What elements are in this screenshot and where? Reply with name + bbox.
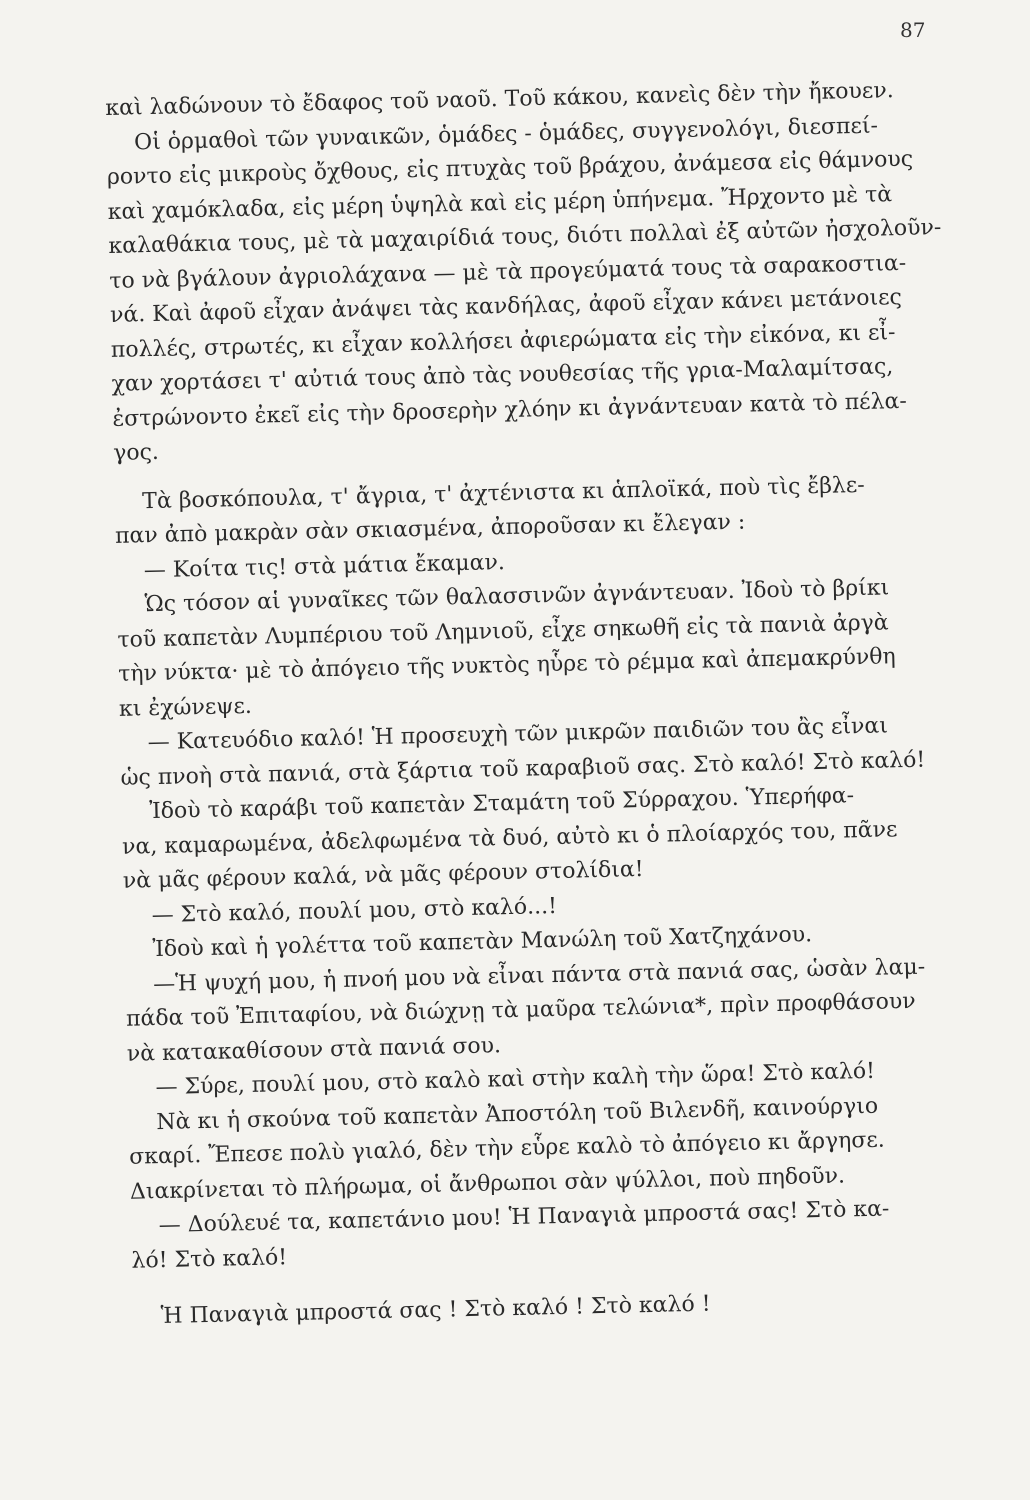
text-line: — Κατευόδιο καλό! Ἡ προσευχὴ τῶν μικρῶν παιδιῶν του ἂς εἶναι bbox=[119, 713, 889, 756]
page-number: 87 bbox=[900, 18, 926, 42]
text-line: νὰ μᾶς φέρουν καλά, νὰ μᾶς φέρουν στολίδια! bbox=[122, 856, 644, 894]
text-line: Τὰ βοσκόπουλα, τ' ἄγρια, τ' ἀχτένιστα κι ἁπλοϊκά, ποὺ τὶς ἔβλε- bbox=[114, 472, 865, 515]
text-line: —Ἡ ψυχή μου, ἡ πνοή μου νὰ εἶναι πάντα στὰ πανιά σας, ὡσὰν λαμ- bbox=[124, 954, 926, 998]
text-line: — Κοίτα τις! στὰ μάτια ἔκαμαν. bbox=[115, 549, 506, 584]
text-line: νὰ κατακαθίσουν στὰ πανιά σου. bbox=[126, 1032, 502, 1067]
text-line: παν ἀπὸ μακρὰν σὰν σκιασμένα, ἀποροῦσαν κι ἔλεγαν : bbox=[114, 509, 746, 549]
text-line: Ἰδοὺ τὸ καράβι τοῦ καπετὰν Σταμάτη τοῦ Σύρραχου. Ὑπερήφα- bbox=[121, 783, 855, 825]
text-line: Ὡς τόσον αἱ γυναῖκες τῶν θαλασσινῶν ἀγνάντευαν. Ἰδοὺ τὸ βρίκι bbox=[116, 575, 890, 618]
text-line: — Σύρε, πουλί μου, στὸ καλὸ καὶ στὴν καλὴ τὴν ὥρα! Στὸ καλό! bbox=[127, 1058, 876, 1101]
text-line: γος. bbox=[112, 439, 160, 466]
text-line: Ἰδοὺ καὶ ἡ γολέττα τοῦ καπετὰν Μανώλη τοῦ Χατζηχάνου. bbox=[124, 922, 813, 963]
text-line: Ἡ Παναγιὰ μπροστά σας ! Στὸ καλό ! Στὸ καλό ! bbox=[132, 1291, 711, 1330]
text-line: τὴν νύκτα· μὲ τὸ ἀπόγειο τῆς νυκτὸς ηὗρε τὸ ρέμμα καὶ ἀπεμακρύνθη bbox=[117, 644, 896, 687]
text-line: ὡς πνοὴ στὰ πανιά, στὰ ξάρτια τοῦ καραβιοῦ σας. Στὸ καλό! Στὸ καλό! bbox=[120, 747, 926, 791]
text-line: καὶ χαμόκλαδα, εἰς μέρη ὑψηλὰ καὶ εἰς μέρη ὑπήνεμα. Ἤρχοντο μὲ τὰ bbox=[107, 181, 893, 225]
text-line: νά. Καὶ ἀφοῦ εἶχαν ἀνάψει τὰς κανδήλας, ἀφοῦ εἶχαν κάνει μετάνοιες bbox=[109, 284, 903, 328]
text-line: λό! Στὸ καλό! bbox=[131, 1244, 288, 1274]
text-line: ἐστρώνοντο ἐκεῖ εἰς τὴν δροσερὴν χλόην κι ἀγνάντευαν κατὰ τὸ πέλα- bbox=[112, 388, 908, 432]
text-line: καλαθάκια τους, μὲ τὰ μαχαιρίδιά τους, διότι πολλαὶ ἐξ αὐτῶν ἠσχολοῦν- bbox=[108, 215, 942, 259]
text-line: πολλές, στρωτές, κι εἶχαν κολλήσει ἀφιερώματα εἰς τὴν εἰκόνα, κι εἶ- bbox=[110, 319, 896, 363]
text-line: κι ἐχώνεψε. bbox=[118, 693, 253, 722]
body-text bbox=[105, 72, 993, 1335]
text-line: σκαρί. Ἔπεσε πολὺ γιαλό, δὲν τὴν εὗρε καλὸ τὸ ἀπόγειο κι ἄργησε. bbox=[128, 1127, 885, 1170]
text-line: καὶ λαδώνουν τὸ ἔδαφος τοῦ ναοῦ. Τοῦ κάκου, κανεὶς δὲν τὴν ἤκουεν. bbox=[105, 78, 894, 121]
text-line: να, καμαρωμένα, ἀδελφωμένα τὰ δυό, αὐτὸ κι ὁ πλοίαρχός του, πᾶνε bbox=[121, 816, 898, 860]
text-line: ροντο εἰς μικροὺς ὄχθους, εἰς πτυχὰς τοῦ βράχου, ἀνάμεσα εἰς θάμνους bbox=[106, 146, 914, 190]
text-line: Οἱ ὁρμαθοὶ τῶν γυναικῶν, ὁμάδες - ὁμάδες, συγγενολόγι, διεσπεί- bbox=[105, 112, 879, 156]
text-line: Νὰ κι ἡ σκούνα τοῦ καπετὰν Ἀποστόλη τοῦ Βιλενδῆ, καινούργιο bbox=[128, 1093, 879, 1136]
text-line: — Στὸ καλό, πουλί μου, στὸ καλό...! bbox=[123, 893, 558, 929]
text-line: — Δούλευέ τα, καπετάνιο μου! Ἡ Παναγιὰ μπροστά σας! Στὸ κα- bbox=[130, 1196, 890, 1239]
text-line: τοῦ καπετὰν Λυμπέριου τοῦ Λημνιοῦ, εἶχε σηκωθῆ εἰς τὰ πανιὰ ἀργὰ bbox=[117, 609, 889, 653]
text-line: πάδα τοῦ Ἐπιταφίου, νὰ διώχνῃ τὰ μαῦρα τελώνια*, πρὶν προφθάσουν bbox=[125, 988, 916, 1032]
text-line: χαν χορτάσει τ' αὐτιά τους ἀπὸ τὰς νουθεσίας τῆς γρια-Μαλαμίτσας, bbox=[111, 354, 894, 397]
text-line: Διακρίνεται τὸ πλήρωμα, οἱ ἄνθρωποι σὰν ψύλλοι, ποὺ πηδοῦν. bbox=[129, 1162, 846, 1205]
text-line: το νὰ βγάλουν ἀγριολάχανα — μὲ τὰ προγεύματά τους τὰ σαρακοστια- bbox=[109, 250, 907, 294]
